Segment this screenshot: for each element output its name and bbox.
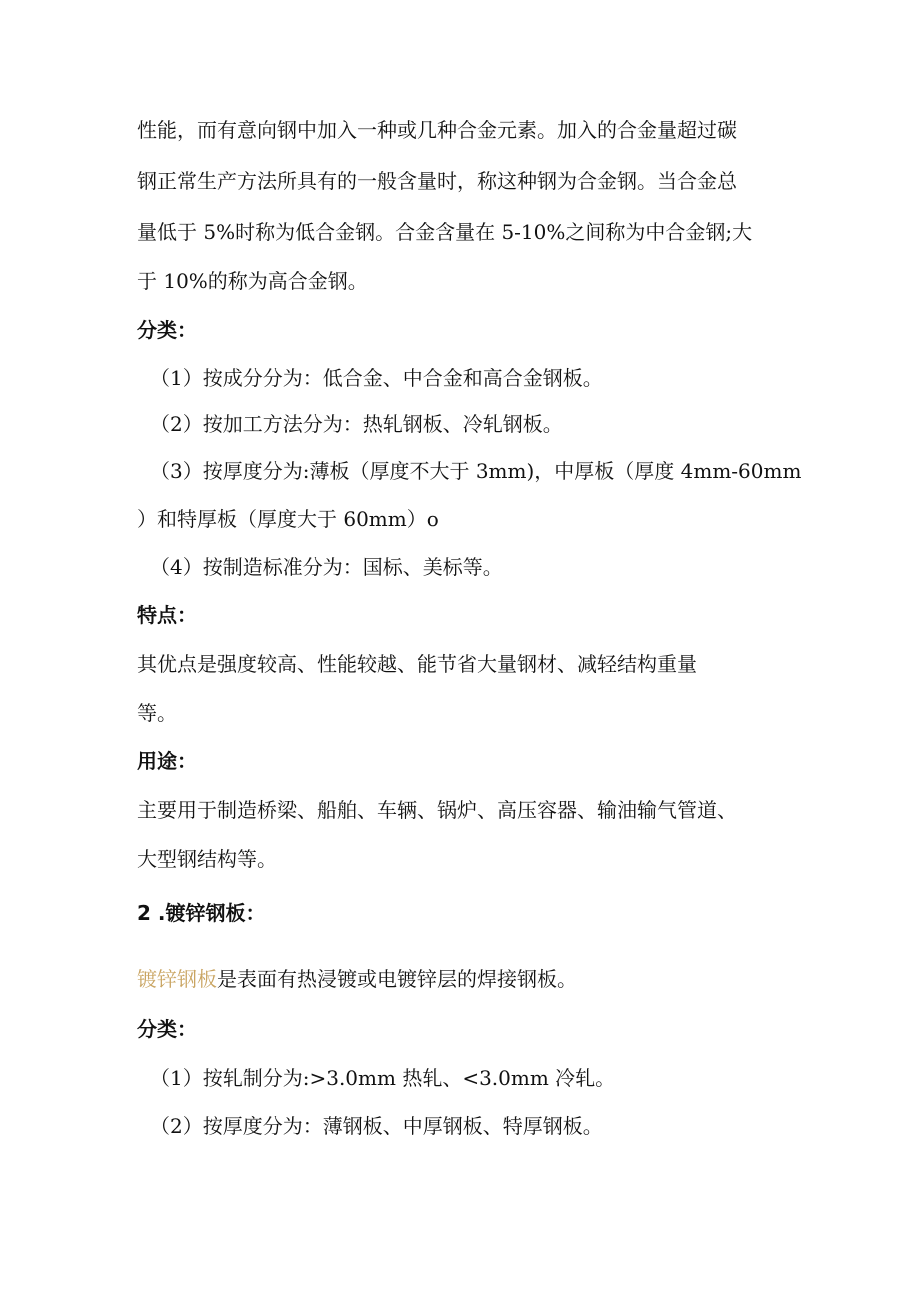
intro-line-2: 钢正常生产方法所具有的一般含量时，称这种钢为合金钢。当合金总 — [137, 169, 737, 193]
classification-item: （4）按制造标准分为：国标、美标等。 — [150, 555, 503, 579]
classification-item: （2）按厚度分为：薄钢板、中厚钢板、特厚钢板。 — [150, 1114, 603, 1138]
features-text-line-2: 等。 — [137, 701, 177, 725]
features-heading: 特点： — [137, 603, 197, 627]
intro-line-1: 性能，而有意向钢中加入一种或几种合金元素。加入的合金量超过碳 — [137, 118, 737, 142]
classification-item: （2）按加工方法分为：热轧钢板、冷轧钢板。 — [150, 412, 563, 436]
classification-item: （1）按成分分为：低合金、中合金和高合金钢板。 — [150, 366, 603, 390]
intro-line-4: 于 10%的称为高合金钢。 — [137, 269, 368, 293]
section-title-galvanized-steel: 2 .镀锌钢板： — [137, 901, 266, 925]
features-text-line-1: 其优点是强度较高、性能较越、能节省大量钢材、减轻结构重量 — [137, 652, 697, 676]
classification-heading: 分类： — [137, 318, 197, 342]
uses-text-line-1: 主要用于制造桥梁、船舶、车辆、锅炉、高压容器、输油输气管道、 — [137, 798, 737, 822]
definition-paragraph — [137, 965, 577, 993]
galvanized-steel-link[interactable]: 镀锌钢板 — [137, 967, 217, 991]
uses-heading: 用途： — [137, 749, 197, 773]
uses-text-line-2: 大型钢结构等。 — [137, 847, 277, 871]
classification-item: （3）按厚度分为:薄板（厚度不大于 3mm)，中厚板（厚度 4mm-60mm — [150, 459, 802, 483]
definition-text: 是表面有热浸镀或电镀锌层的焊接钢板。 — [217, 967, 577, 991]
classification-item-continued: ）和特厚板（厚度大于 60mm）o — [137, 507, 439, 531]
classification-item: （1）按轧制分为:>3.0mm 热轧、<3.0mm 冷轧。 — [150, 1066, 616, 1090]
classification-heading-2: 分类： — [137, 1017, 197, 1041]
intro-line-3: 量低于 5%时称为低合金钢。合金含量在 5-10%之间称为中合金钢;大 — [137, 220, 753, 244]
